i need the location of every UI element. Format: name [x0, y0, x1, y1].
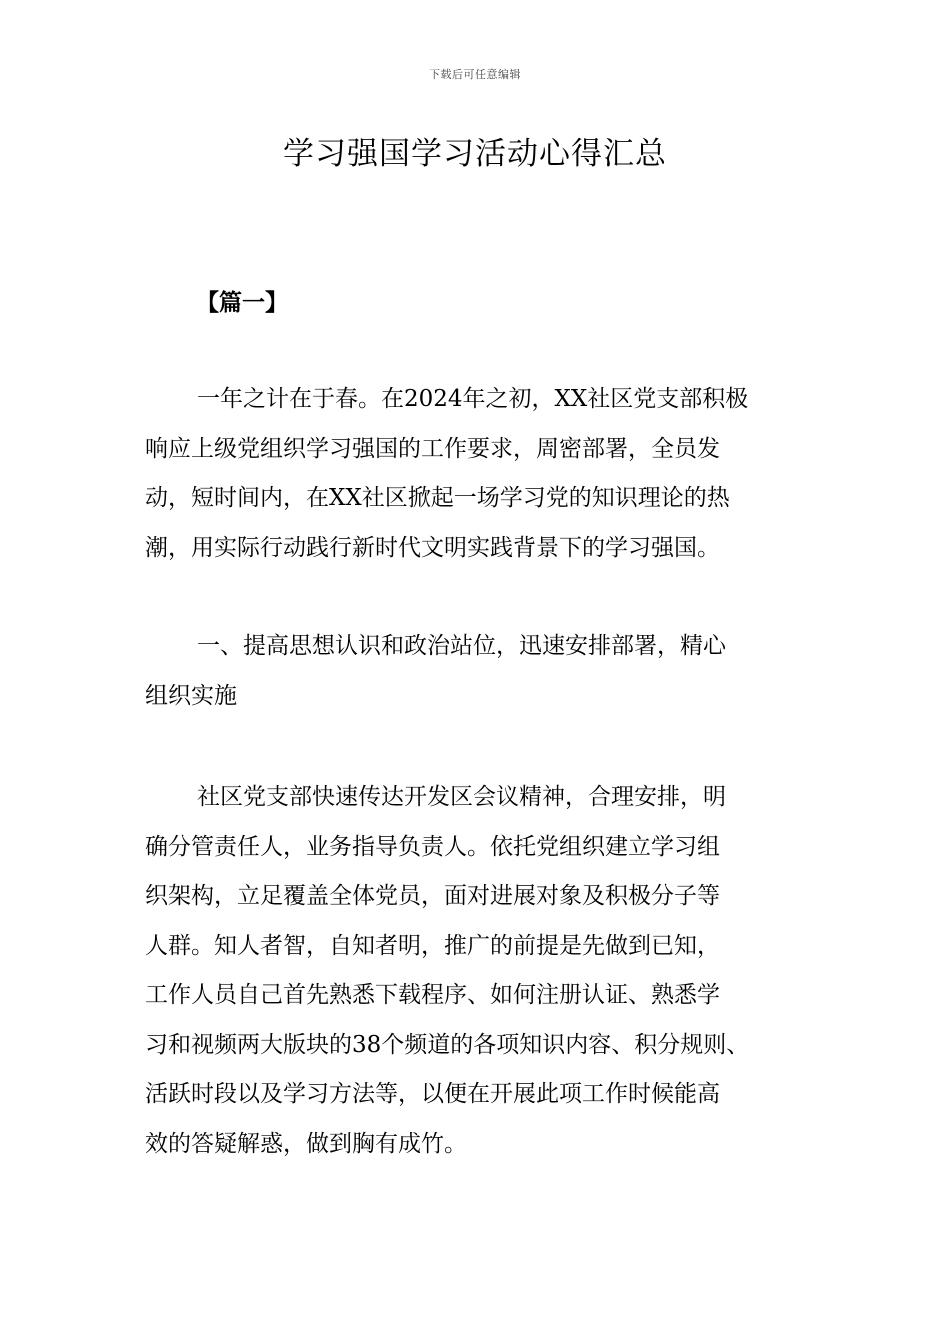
paragraph-line: 活跃时段以及学习方法等，以便在开展此项工作时候能高 — [145, 1081, 720, 1107]
document-title: 学习强国学习活动心得汇总 — [283, 136, 667, 172]
paragraph-1 — [145, 375, 817, 573]
paragraph-line: 潮，用实际行动践行新时代文明实践背景下的学习强国。 — [145, 534, 720, 561]
paragraph-3 — [145, 773, 817, 1169]
paragraph-2-heading — [145, 622, 817, 721]
paragraph-line: 织架构，立足覆盖全体党员，面对进展对象及积极分子等 — [145, 883, 720, 909]
paragraph-line: 工作人员自己首先熟悉下载程序、如何注册认证、熟悉学 — [145, 982, 720, 1008]
paragraph-line: 效的答疑解惑，做到胸有成竹。 — [145, 1130, 467, 1157]
paragraph-line: 确分管责任人，业务指导负责人。依托党组织建立学习组 — [145, 833, 720, 860]
paragraph-line: 习和视频两大版块的38个频道的各项知识内容、积分规则、 — [145, 1031, 750, 1058]
paragraph-line: 社区党支部快速传达开发区会议精神，合理安排，明 — [197, 784, 726, 810]
paragraph-line: 响应上级党组织学习强国的工作要求，周密部署，全员发 — [145, 435, 720, 462]
paragraph-line: 动，短时间内，在XX社区掀起一场学习党的知识理论的热 — [145, 485, 730, 511]
paragraph-line: 人群。知人者智，自知者明，推广的前提是先做到已知， — [145, 932, 720, 959]
paragraph-line: 一、提高思想认识和政治站位，迅速安排部署，精心 — [197, 633, 726, 659]
paragraph-line: 组织实施 — [145, 682, 237, 709]
header-note: 下载后可任意编辑 — [429, 68, 521, 81]
paragraph-line: 一年之计在于春。在2024年之初，XX社区党支部积极 — [197, 386, 749, 412]
section-label: 【篇一】 — [196, 290, 288, 316]
